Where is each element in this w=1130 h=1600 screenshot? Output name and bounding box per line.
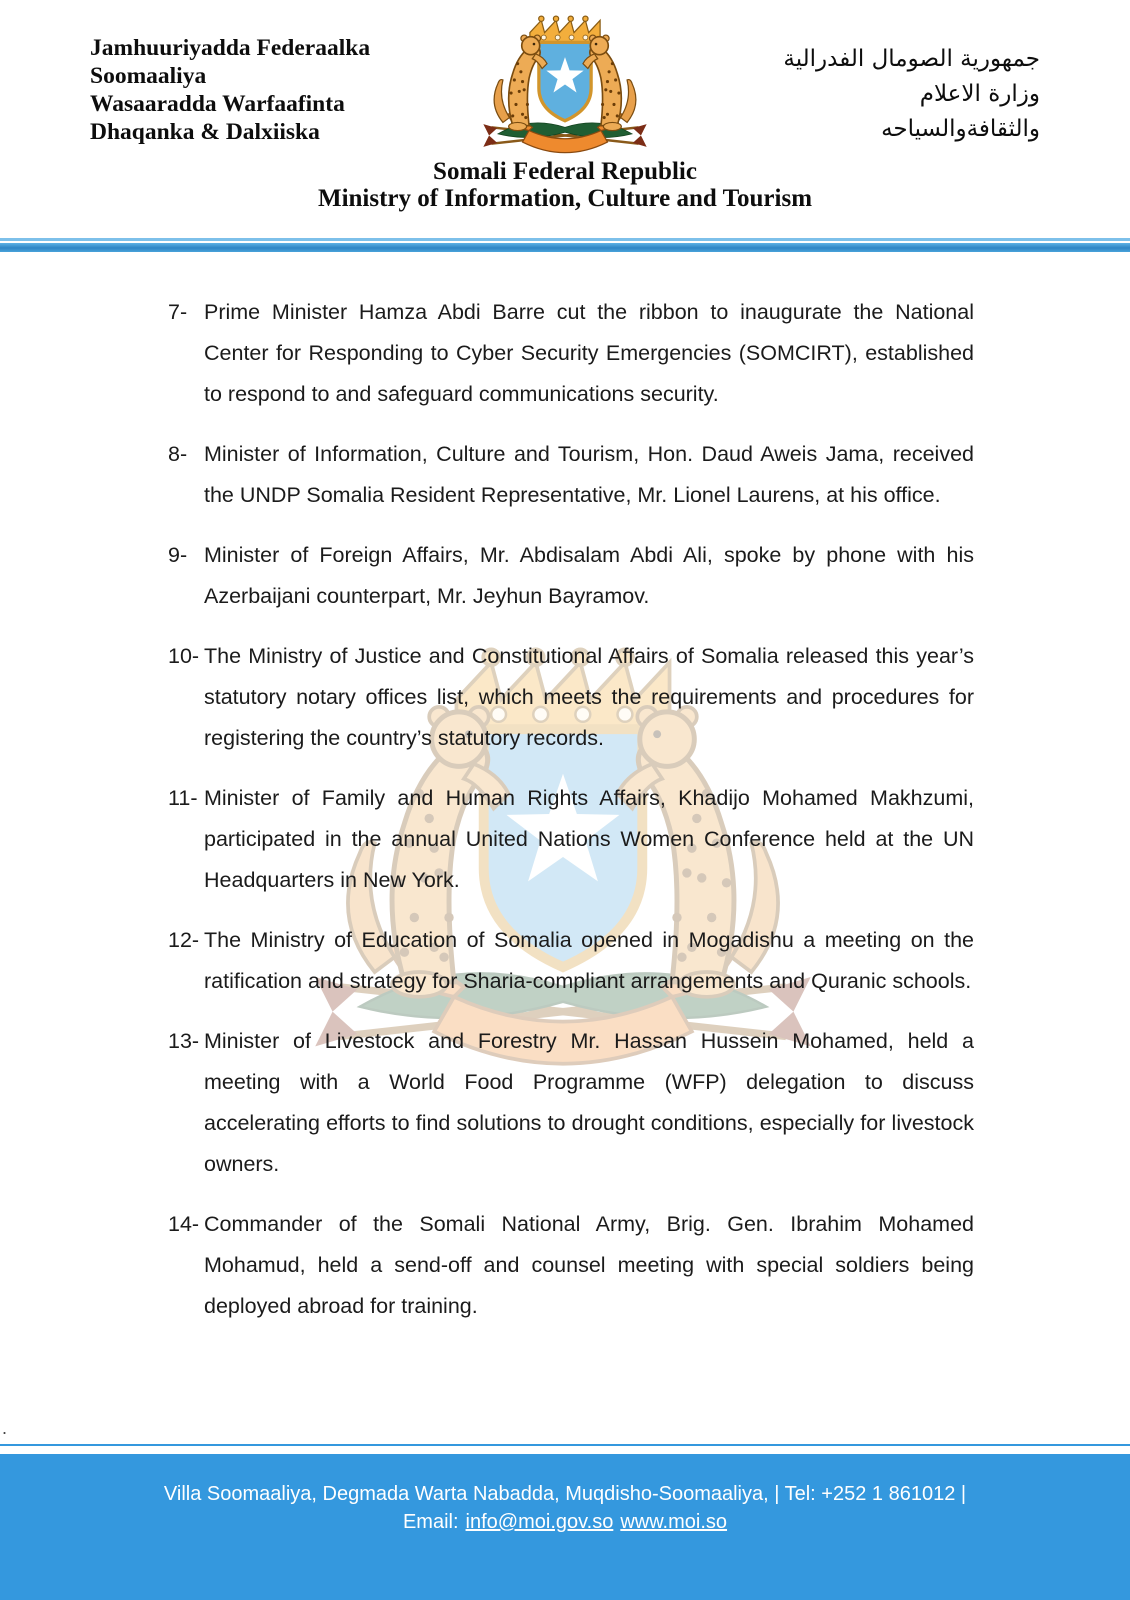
list-item — [168, 636, 974, 759]
footer-divider-line — [0, 1444, 1130, 1446]
list-item — [168, 778, 974, 901]
item-number: 8- — [168, 442, 188, 466]
email-link[interactable]: info@moi.gov.so — [465, 1511, 614, 1533]
coat-of-arms-icon — [475, 13, 655, 160]
item-text: Minister of Foreign Affairs, Mr. Abdisalam Abdi Ali, spoke by phone with his Azerbaijani counterpart, Mr. Jeyhun Bayramov. — [204, 543, 974, 608]
item-text: Minister of Family and Human Rights Affairs, Khadijo Mohamed Makhzumi, participated in the annual United Nations Women Conference held at the UN Headquarters in New York. — [204, 786, 974, 892]
header-divider — [0, 238, 1130, 252]
list-item — [168, 535, 974, 617]
item-text: Commander of the Somali National Army, Brig. Gen. Ibrahim Mohamed Mohamud, held a send-off and counsel meeting with special soldiers being deployed abroad for training. — [204, 1212, 974, 1318]
republic-title: Somali Federal Republic — [433, 158, 697, 185]
item-number: 11- — [168, 786, 198, 810]
header-titles — [0, 158, 1130, 212]
footer-address-line: Villa Soomaaliya, Degmada Warta Nabadda, Muqdisho-Soomaaliya, | Tel: +252 1 861012 | — [163, 1483, 967, 1505]
item-number: 13- — [168, 1029, 200, 1053]
footer — [0, 1454, 1130, 1600]
item-number: 9- — [168, 543, 188, 567]
list-item — [168, 434, 974, 516]
list-item — [168, 292, 974, 415]
item-number: 12- — [168, 928, 200, 952]
ministry-name-arabic: جمهورية الصومال الفدرالية وزارة الاعلام والثقافةوالسياحه — [783, 46, 1040, 142]
email-label: Email: — [402, 1511, 459, 1533]
website-link[interactable]: www.moi.so — [620, 1511, 728, 1533]
news-list — [168, 292, 974, 1346]
list-item — [168, 1204, 974, 1327]
list-item — [168, 1021, 974, 1185]
stray-dot: . — [2, 1418, 8, 1438]
ministry-name-somali: Jamhuuriyadda Federaalka Soomaaliya Wasaaradda Warfaafinta Dhaqanka & Dalxiiska — [90, 35, 371, 145]
footer-contact-line — [0, 1508, 1130, 1536]
ministry-title: Ministry of Information, Culture and Tourism — [317, 185, 813, 212]
item-number: 14- — [168, 1212, 200, 1236]
item-number: 10- — [168, 644, 200, 668]
item-text: The Ministry of Education of Somalia opened in Mogadishu a meeting on the ratification and strategy for Sharia-compliant arrangements and Quranic schools. — [204, 928, 974, 993]
item-number: 7- — [168, 300, 188, 324]
item-text: Minister of Livestock and Forestry Mr. Hassan Hussein Mohamed, held a meeting with a World Food Programme (WFP) delegation to discuss accelerating efforts to find solutions to drought conditions, especially for livestock owners. — [204, 1029, 974, 1176]
item-text: Minister of Information, Culture and Tourism, Hon. Daud Aweis Jama, received the UNDP Somalia Resident Representative, Mr. Lionel Laurens, at his office. — [204, 442, 974, 507]
list-item — [168, 920, 974, 1002]
item-text: The Ministry of Justice and Constitutional Affairs of Somalia released this year’s statutory notary offices list, which meets the requirements and procedures for registering the country’s statutory records. — [204, 644, 974, 750]
item-text: Prime Minister Hamza Abdi Barre cut the ribbon to inaugurate the National Center for Responding to Cyber Security Emergencies (SOMCIRT), established to respond to and safeguard communications security. — [204, 300, 974, 406]
